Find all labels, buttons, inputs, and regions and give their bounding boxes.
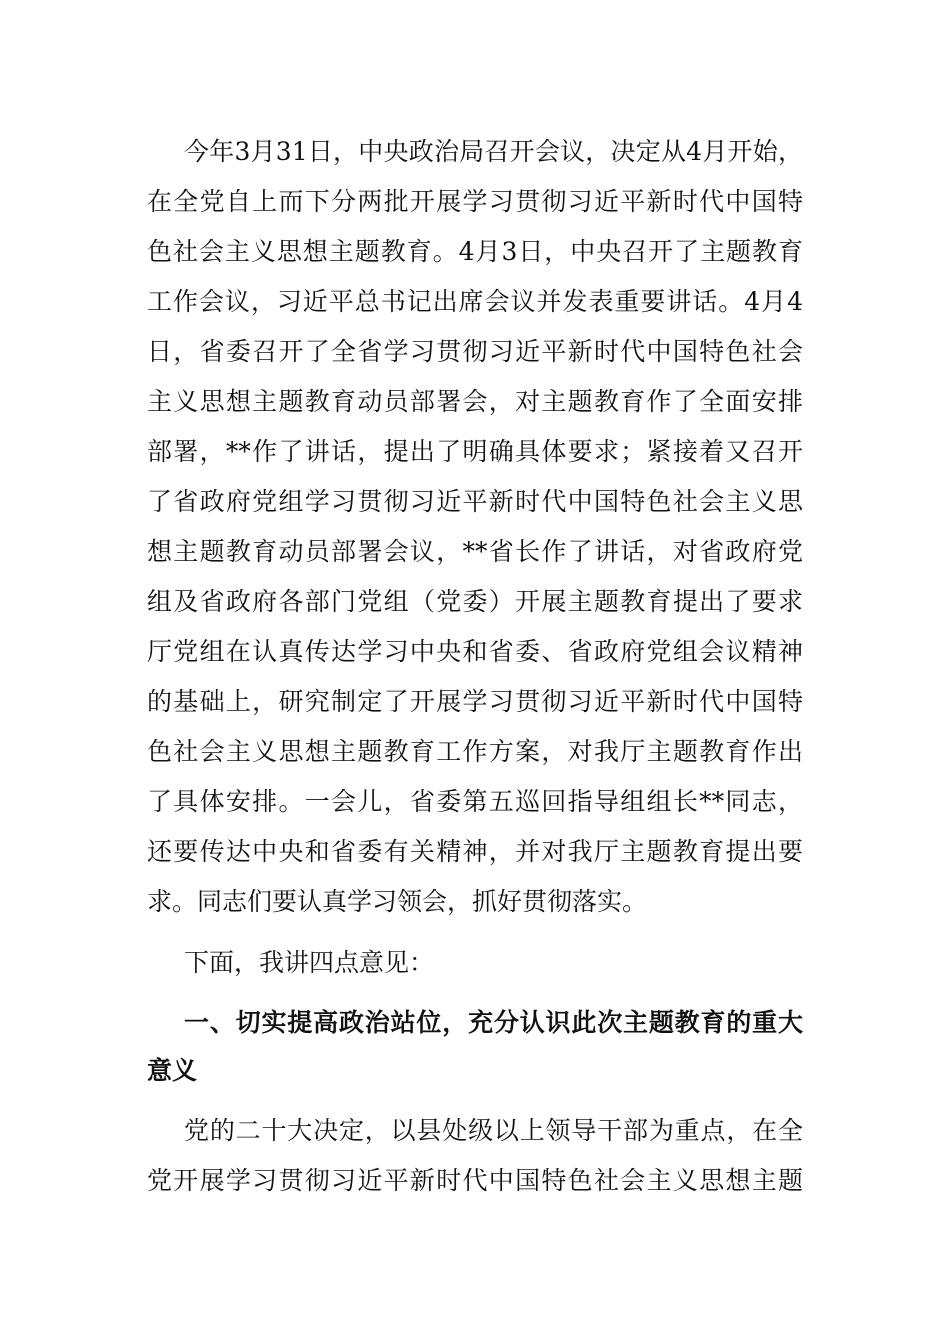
- paragraph-section-1: [147, 1106, 803, 1206]
- text-line: 日，省委召开了全省学习贯彻习近平新时代中国特色社会: [147, 337, 803, 366]
- heading-line: 一、切实提高政治站位，充分认识此次主题教育的重大: [184, 1008, 803, 1037]
- text-line: 工作会议，习近平总书记出席会议并发表重要讲话。4月4: [147, 287, 803, 316]
- text-line: 求。同志们要认真学习领会，抓好贯彻落实。: [147, 887, 648, 916]
- text-line: 了省政府党组学习贯彻习近平新时代中国特色社会主义思: [147, 487, 803, 516]
- text-line: 部署，**作了讲话，提出了明确具体要求；紧接着又召开: [147, 437, 803, 466]
- text-line: 了具体安排。一会儿，省委第五巡回指导组组长**同志，: [147, 787, 803, 816]
- section-heading-1: [147, 999, 803, 1095]
- text-line: 厅党组在认真传达学习中央和省委、省政府党组会议精神: [147, 637, 803, 666]
- text-line: 色社会主义思想主题教育工作方案，对我厅主题教育作出: [147, 737, 803, 766]
- paragraph-intro: [147, 127, 803, 927]
- text-line: 想主题教育动员部署会议，**省长作了讲话，对省政府党: [147, 537, 803, 566]
- text-line: 今年3月31日，中央政治局召开会议，决定从4月开始，: [184, 137, 803, 166]
- document-body: [147, 127, 803, 1206]
- text-line: 色社会主义思想主题教育。4月3日，中央召开了主题教育: [147, 237, 803, 266]
- text-line: 组及省政府各部门党组（党委）开展主题教育提出了要求: [147, 587, 803, 616]
- text-line: 在全党自上而下分两批开展学习贯彻习近平新时代中国特: [147, 187, 803, 216]
- text-line: 还要传达中央和省委有关精神，并对我厅主题教育提出要: [147, 837, 803, 866]
- text-line: 党开展学习贯彻习近平新时代中国特色社会主义思想主题: [147, 1166, 803, 1195]
- text-line: 党的二十大决定，以县处级以上领导干部为重点，在全: [184, 1116, 803, 1145]
- text-line: 主义思想主题教育动员部署会，对主题教育作了全面安排: [147, 387, 803, 416]
- text-line: 的基础上，研究制定了开展学习贯彻习近平新时代中国特: [147, 687, 803, 716]
- paragraph-transition: [147, 938, 803, 988]
- text-line: 下面，我讲四点意见：: [184, 948, 435, 977]
- heading-line: 意义: [147, 1056, 198, 1085]
